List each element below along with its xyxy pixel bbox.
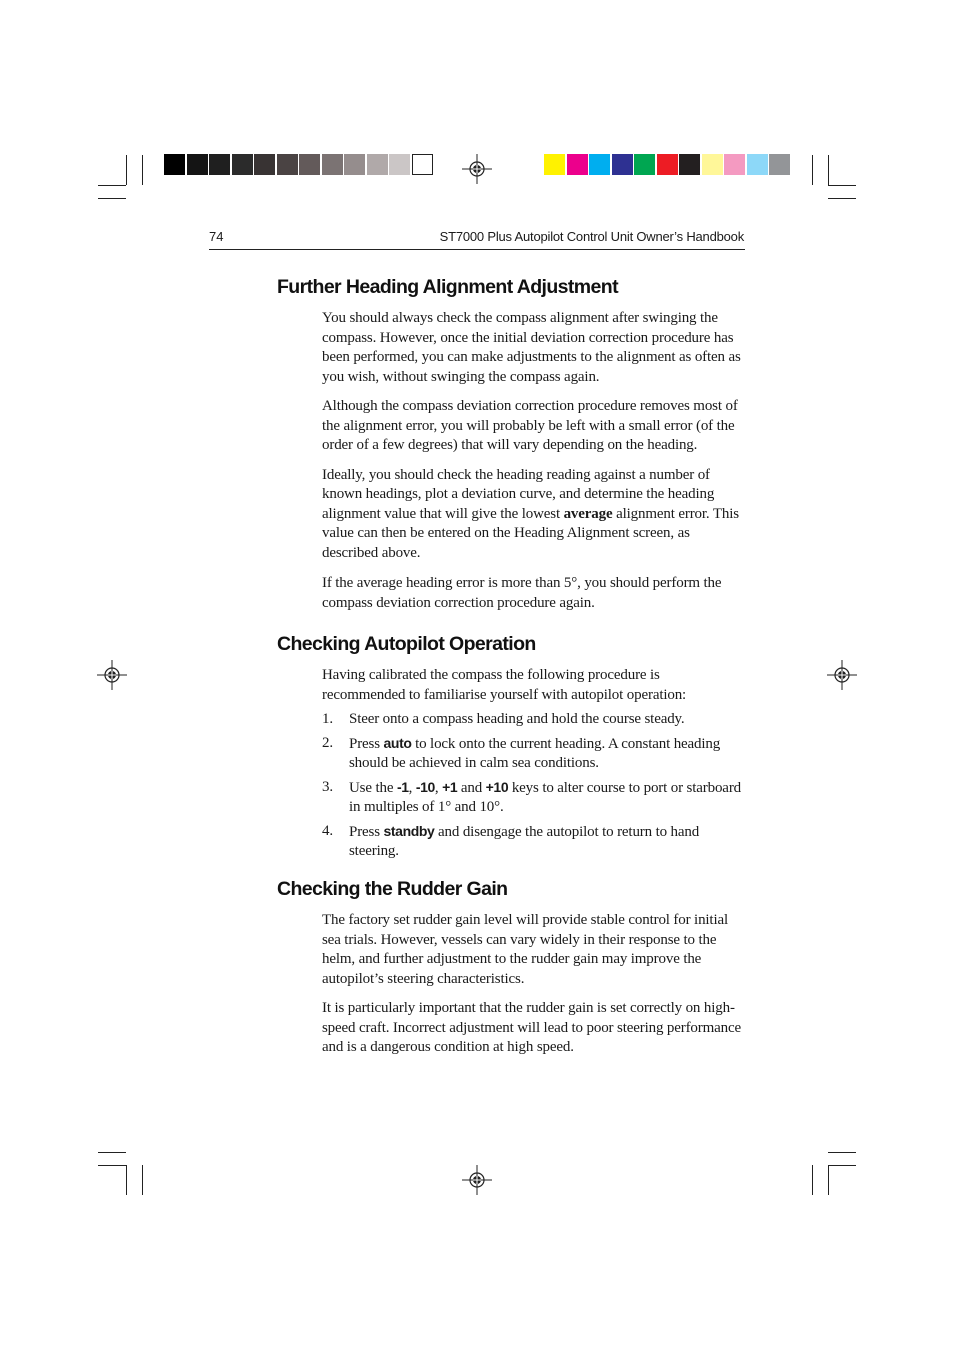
paragraph: The factory set rudder gain level will provide stable control for initial sea trials. However, vessels can vary widely in their response to the helm, and further adjustment to the rudder gain may improve the autopilot’s steering characteristics.: [322, 912, 728, 987]
running-header-title: ST7000 Plus Autopilot Control Unit Owner’s Handbook: [439, 229, 744, 244]
page-number: 74: [209, 229, 224, 244]
grayscale-calibration-bar: [164, 154, 434, 175]
crop-mark: [98, 1152, 126, 1153]
text-span: alignment error. This value can then be entered on the Heading Alignment screen, as described above.: [322, 505, 739, 561]
paragraph: [322, 466, 744, 564]
section-heading-autopilot-operation: Checking Autopilot Operation: [277, 633, 536, 655]
color-swatch: [187, 154, 208, 175]
color-calibration-bar: [544, 154, 792, 175]
registration-mark-icon: [462, 1165, 492, 1195]
color-swatch: [344, 154, 365, 175]
color-swatch: [747, 154, 768, 175]
section-heading-heading-alignment: Further Heading Alignment Adjustment: [277, 276, 618, 298]
color-swatch: [209, 154, 230, 175]
crop-mark: [828, 1165, 856, 1166]
list-item: [322, 822, 744, 861]
crop-mark: [126, 1165, 127, 1195]
color-swatch: [254, 154, 275, 175]
crop-mark: [142, 155, 143, 185]
crop-mark: [98, 198, 126, 199]
crop-mark: [828, 198, 856, 199]
color-swatch: [702, 154, 723, 175]
color-swatch: [612, 154, 633, 175]
step-text: and disengage the autopilot to return to hand steering.: [349, 824, 700, 859]
color-swatch: [724, 154, 745, 175]
key-label-auto: auto: [383, 735, 412, 751]
paragraph: It is particularly important that the rudder gain is set correctly on high-speed craft. Incorrect adjustment will lead to poor steering performance and is a dangerous condition at high speed.: [322, 1000, 742, 1055]
section-body-autopilot-operation: [322, 666, 744, 861]
list-item: [322, 734, 744, 773]
section-body-rudder-gain: [322, 911, 744, 1058]
color-swatch: [277, 154, 298, 175]
crop-mark: [828, 1152, 856, 1153]
color-swatch: [544, 154, 565, 175]
color-swatch: [412, 154, 433, 175]
crop-mark: [142, 1165, 143, 1195]
step-text: Use the: [349, 780, 397, 796]
key-label-plus-10: +10: [485, 779, 509, 795]
color-swatch: [634, 154, 655, 175]
crop-mark: [828, 155, 829, 185]
crop-mark: [98, 185, 126, 186]
step-text: Press: [349, 824, 384, 840]
text-span: Ideally, you should check the heading reading against a number of known headings, plot a deviation curve, and determine the heading alignment value that will give the lowest: [322, 466, 715, 522]
registration-mark-icon: [97, 660, 127, 690]
key-label-minus-1: -1: [396, 779, 409, 795]
crop-mark: [812, 155, 813, 185]
color-swatch: [657, 154, 678, 175]
key-label-plus-1: +1: [442, 779, 458, 795]
header-rule: [209, 249, 745, 250]
color-swatch: [679, 154, 700, 175]
color-swatch: [769, 154, 790, 175]
step-text: Steer onto a compass heading and hold the course steady.: [349, 711, 685, 727]
key-label-minus-10: -10: [415, 779, 435, 795]
section-body-heading-alignment: [322, 309, 744, 613]
step-number: 3.: [322, 779, 333, 795]
color-swatch: [367, 154, 388, 175]
paragraph: Although the compass deviation correction procedure removes most of the alignment error, you will probably be left with a small error (of the order of a few degrees) that will vary depending on the heading.: [322, 398, 738, 453]
color-swatch: [589, 154, 610, 175]
step-text: and: [457, 780, 486, 796]
step-text: Press: [349, 736, 384, 752]
step-number: 4.: [322, 823, 333, 839]
list-item: [322, 710, 744, 729]
color-swatch: [299, 154, 320, 175]
step-text: to lock onto the current heading. A constant heading should be achieved in calm sea conditions.: [349, 736, 721, 771]
paragraph: Having calibrated the compass the following procedure is recommended to familiarise yourself with autopilot operation:: [322, 667, 687, 703]
color-swatch: [567, 154, 588, 175]
color-swatch: [232, 154, 253, 175]
procedure-steps: [322, 710, 744, 861]
crop-mark: [828, 1165, 829, 1195]
crop-mark: [126, 155, 127, 185]
paragraph: If the average heading error is more than 5°, you should perform the compass deviation correction procedure again.: [322, 575, 722, 611]
color-swatch: [322, 154, 343, 175]
key-label-standby: standby: [383, 823, 435, 839]
color-swatch: [164, 154, 185, 175]
color-swatch: [389, 154, 410, 175]
step-text: ,: [434, 780, 443, 796]
step-number: 2.: [322, 735, 333, 751]
emphasis-average: average: [563, 505, 613, 522]
step-text: keys to alter course to port or starboard in multiples of 1° and 10°.: [349, 780, 742, 815]
crop-mark: [828, 185, 856, 186]
registration-mark-icon: [462, 154, 492, 184]
paragraph: You should always check the compass alignment after swinging the compass. However, once the initial deviation correction procedure has been performed, you can make adjustments to the alignment as often as you wish, without swinging the compass again.: [322, 310, 741, 385]
crop-mark: [98, 1165, 126, 1166]
crop-mark: [812, 1165, 813, 1195]
section-heading-rudder-gain: Checking the Rudder Gain: [277, 878, 508, 900]
step-text: ,: [408, 780, 416, 796]
list-item: [322, 778, 744, 817]
step-number: 1.: [322, 711, 333, 727]
registration-mark-icon: [827, 660, 857, 690]
